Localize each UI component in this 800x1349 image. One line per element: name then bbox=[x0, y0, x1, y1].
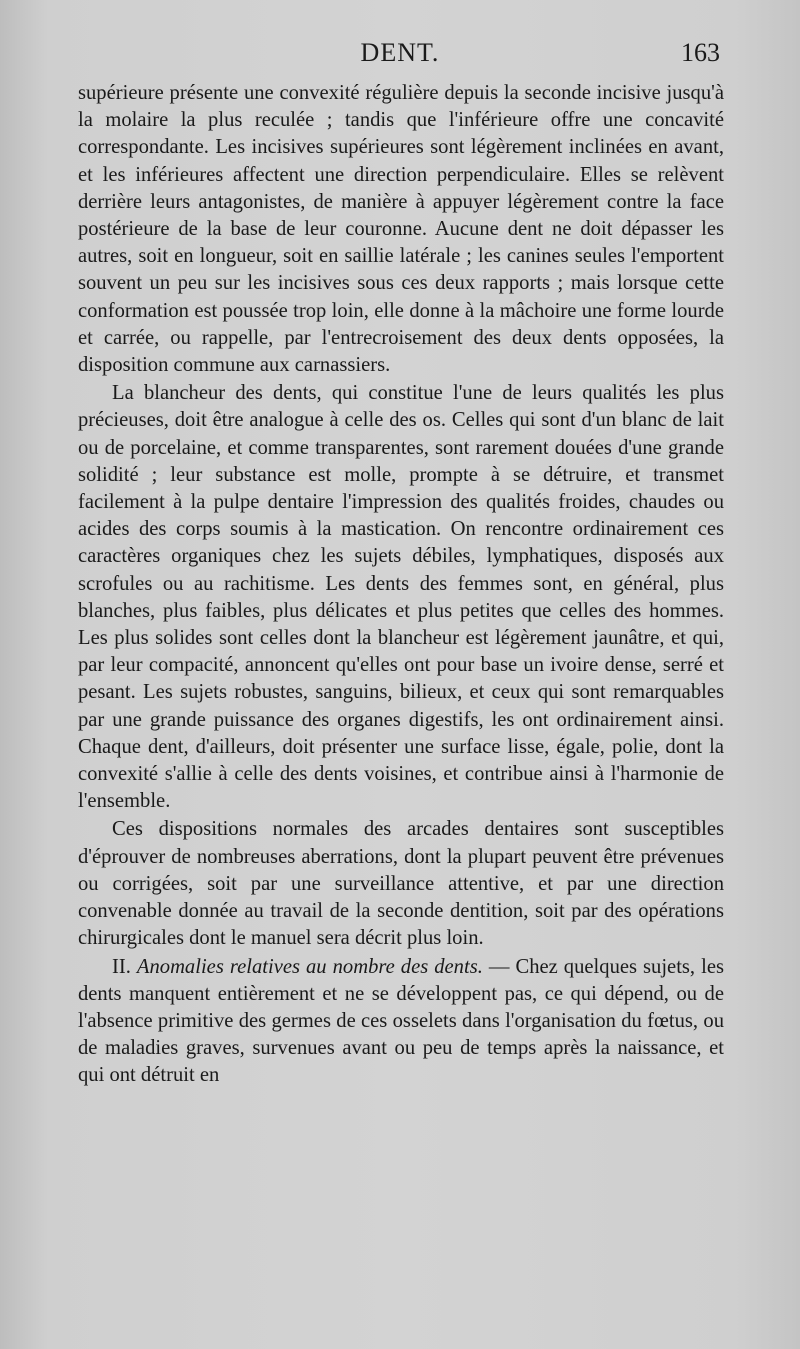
paragraph-3: Ces dispositions normales des arcades dentaires sont susceptibles d'éprouver de nombreuses aberrations, dont la plupart peuvent être prévenues ou corrigées, soit par une surveillance attentive, et par une direction convenable donnée au travail de la seconde dentition, soit par des opérations chirurgicales dont le manuel sera décrit plus loin. bbox=[78, 818, 724, 950]
paragraph-2: La blancheur des dents, qui constitue l'une de leurs qualités les plus précieuses, doit être analogue à celle des os. Celles qui sont d'un blanc de lait ou de porcelaine, et comme transparentes, sont rarement douées d'une grande solidité ; leur substance est molle, prompte à se détruire, et transmet facilement à la pulpe dentaire l'impression des qualités froides, chaudes ou acides des corps soumis à la mastication. On rencontre ordinairement ces caractères organiques chez les sujets débiles, lymphatiques, disposés aux scrofules ou au rachitisme. Les dents des femmes sont, en général, plus blanches, plus faibles, plus délicates et plus petites que celles des hommes. Les plus solides sont celles dont la blancheur est légèrement jaunâtre, et qui, par leur compacité, annoncent qu'elles ont pour base un ivoire dense, serré et pesant. Les sujets robustes, sanguins, bilieux, et ceux qui sont remarquables par une grande puissance des organes digestifs, les ont ordinairement ainsi. Chaque dent, d'ailleurs, doit présenter une surface lisse, égale, polie, dont la convexité s'allie à celle des dents voisines, et contribue ainsi à l'harmonie de l'ensemble. bbox=[78, 382, 724, 813]
running-head: DENT. bbox=[360, 38, 440, 67]
section-title: Anomalies relatives au nombre des dents. bbox=[136, 955, 483, 978]
section-text: Chez quelques sujets, les dents manquent entièrement et ne se développent pas, ce qui dépend, ou de l'absence primitive des germes de ces osselets dans l'organisation du fœtus, ou de maladies graves, survenues avant ou peu de temps après la naissance, et qui ont détruit en bbox=[78, 955, 724, 1087]
section-number: II. bbox=[112, 955, 131, 978]
page-number: 163 bbox=[681, 38, 720, 67]
page-header bbox=[80, 38, 720, 78]
body-text bbox=[78, 80, 724, 1091]
paragraph-1: supérieure présente une convexité régulière depuis la seconde incisive jusqu'à la molaire la plus reculée ; tandis que l'inférieure offre une concavité correspondante. Les incisives supérieures sont légèrement inclinées en avant, et les inférieures affectent une direction perpendiculaire. Elles se relèvent derrière leurs antagonistes, de manière à appuyer légèrement contre la face postérieure de la base de leur couronne. Aucune dent ne doit dépasser les autres, soit en longueur, soit en saillie latérale ; les canines seules l'emportent souvent un peu sur les incisives sous ces deux rapports ; mais lorsque cette conformation est poussée trop loin, elle donne à la mâchoire une forme lourde et carrée, ou rappelle, par l'entrecroisement des deux dents opposées, la disposition commune aux carnassiers. bbox=[78, 82, 724, 377]
section-paragraph bbox=[78, 954, 724, 1090]
section-dash: — bbox=[488, 955, 510, 978]
